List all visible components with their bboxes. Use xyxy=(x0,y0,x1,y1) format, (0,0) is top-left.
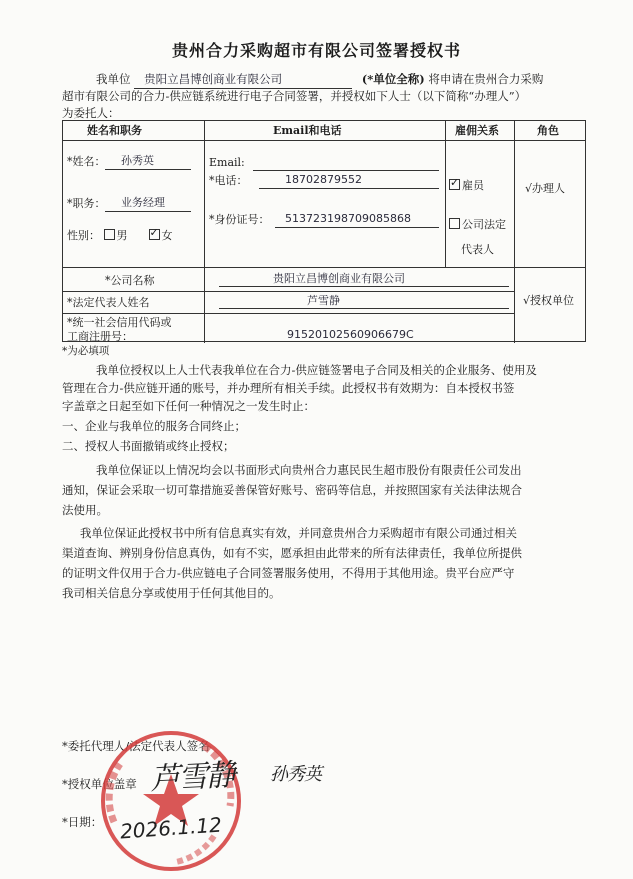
credit-code-label-1: *统一社会信用代码或 xyxy=(67,316,172,329)
intro-line-2: 超市有限公司的合力-供应链系统进行电子合同签署，并授权如下人士（以下简称“办理人”） xyxy=(62,89,527,103)
gender-male-label: 男 xyxy=(116,229,128,242)
gender-female-label: 女 xyxy=(161,229,173,242)
delegate-signature-label: *委托代理人/法定代表人签名 xyxy=(62,739,210,753)
gender-female-checkbox[interactable] xyxy=(149,229,160,240)
p1-line-1: 我单位授权以上人士代表我单位在合力-供应链签署电子合同及相关的企业服务、使用及 xyxy=(96,363,537,377)
id-label: *身份证号： xyxy=(209,213,270,226)
legal-name-underline xyxy=(219,308,509,309)
seal-label: *授权单位盖章 xyxy=(62,777,137,791)
employee-option xyxy=(449,178,484,193)
intro-note: (*单位全称) xyxy=(361,72,425,86)
legal-rep-option xyxy=(449,217,506,232)
email-label: Email: xyxy=(209,156,245,169)
company-name-label: *公司名称 xyxy=(105,274,155,287)
table-rule xyxy=(445,121,446,267)
table-rule xyxy=(63,313,514,314)
date-value: 2026.1.12 xyxy=(119,812,223,844)
name-value: 孙秀英 xyxy=(121,154,154,167)
document-title: 贵州合力采购超市有限公司签署授权书 xyxy=(171,41,461,60)
table-rule xyxy=(204,121,205,343)
legal-rep-checkbox[interactable] xyxy=(449,218,460,229)
title-label: *职务： xyxy=(67,197,106,210)
credit-code-value: 91520102560906679C xyxy=(287,328,414,341)
p3-line-3: 的证明文件仅用于合力-供应链电子合同签署服务使用，不得用于其他用途。贵平台应严守 xyxy=(62,566,515,580)
p2-line-3: 法使用。 xyxy=(62,503,108,517)
email-underline xyxy=(253,170,439,171)
header-employment: 雇佣关系 xyxy=(455,124,499,137)
name-underline xyxy=(105,169,191,170)
legal-rep-label-2: 代表人 xyxy=(461,243,494,256)
table-rule xyxy=(63,267,585,268)
p1-line-2: 管理在合力-供应链开通的账号，并办理所有相关手续。此授权书有效期为：自本授权书签 xyxy=(62,381,515,395)
intro-prefix: 我单位 xyxy=(96,72,131,86)
p3-line-2: 渠道查询、辨别身份信息真伪，如有不实，愿承担由此带来的所有法律责任，我单位所提供 xyxy=(62,546,522,560)
employee-label: 雇员 xyxy=(462,179,484,192)
intro-line-3: 为委托人： xyxy=(62,106,120,120)
company-seal-stamp xyxy=(96,726,246,876)
legal-rep-signature: 芦雪静 xyxy=(149,757,236,798)
legal-name-value: 芦雪静 xyxy=(307,294,340,307)
header-email-phone: Email和电话 xyxy=(273,124,342,137)
phone-underline xyxy=(259,188,439,189)
intro-line-1 xyxy=(96,71,543,89)
title-value: 业务经理 xyxy=(121,196,165,209)
legal-rep-label: 公司法定 xyxy=(462,218,506,231)
company-name-underline xyxy=(219,286,509,287)
name-label: *姓名： xyxy=(67,155,106,168)
p3-line-4: 我司相关信息分享或使用于任何其他目的。 xyxy=(62,586,281,600)
role-authorizer: √授权单位 xyxy=(523,294,575,307)
delegate-signature: 孙秀英 xyxy=(270,764,321,785)
header-role: 角色 xyxy=(537,124,559,137)
employee-checkbox[interactable] xyxy=(449,179,460,190)
company-name-value: 贵阳立昌博创商业有限公司 xyxy=(273,272,405,285)
table-rule xyxy=(63,291,514,292)
table-rule xyxy=(63,140,585,141)
phone-label: *电话： xyxy=(209,174,248,187)
intro-line1-rest: 将申请在贵州合力采购 xyxy=(428,72,544,86)
header-name-title: 姓名和职务 xyxy=(87,124,142,137)
clause-2: 二、授权人书面撤销或终止授权； xyxy=(62,439,235,453)
id-value: 513723198709085868 xyxy=(285,212,411,225)
legal-name-label: *法定代表人姓名 xyxy=(67,296,150,309)
gender-male-checkbox[interactable] xyxy=(104,229,115,240)
phone-value: 18702879552 xyxy=(285,173,362,186)
p2-line-2: 通知，保证会采取一切可靠措施妥善保管好账号、密码等信息，并按照国家有关法律法规合 xyxy=(62,483,522,497)
intro-company: 贵阳立昌博创商业有限公司 xyxy=(134,71,352,89)
p1-line-3: 字盖章之日起至如下任何一种情况之一发生时止： xyxy=(62,399,315,413)
p3-line-1: 我单位保证此授权书中所有信息真实有效，并同意贵州合力采购超市有限公司通过相关 xyxy=(80,526,517,540)
role-delegate: √办理人 xyxy=(525,182,566,195)
gender-label: 性别： xyxy=(67,229,100,242)
p2-line-1: 我单位保证以上情况均会以书面形式向贵州合力惠民民生超市股份有限责任公司发出 xyxy=(96,463,522,477)
id-underline xyxy=(275,227,439,228)
credit-code-underline xyxy=(219,341,509,342)
credit-code-label-2: 工商注册号： xyxy=(67,330,133,343)
gender-row xyxy=(67,228,173,243)
authorization-table xyxy=(62,120,586,342)
required-note: *为必填项 xyxy=(62,345,110,357)
date-label: *日期： xyxy=(62,815,103,829)
clause-1: 一、企业与我单位的服务合同终止； xyxy=(62,419,246,433)
title-underline xyxy=(105,211,191,212)
table-rule xyxy=(514,121,515,343)
